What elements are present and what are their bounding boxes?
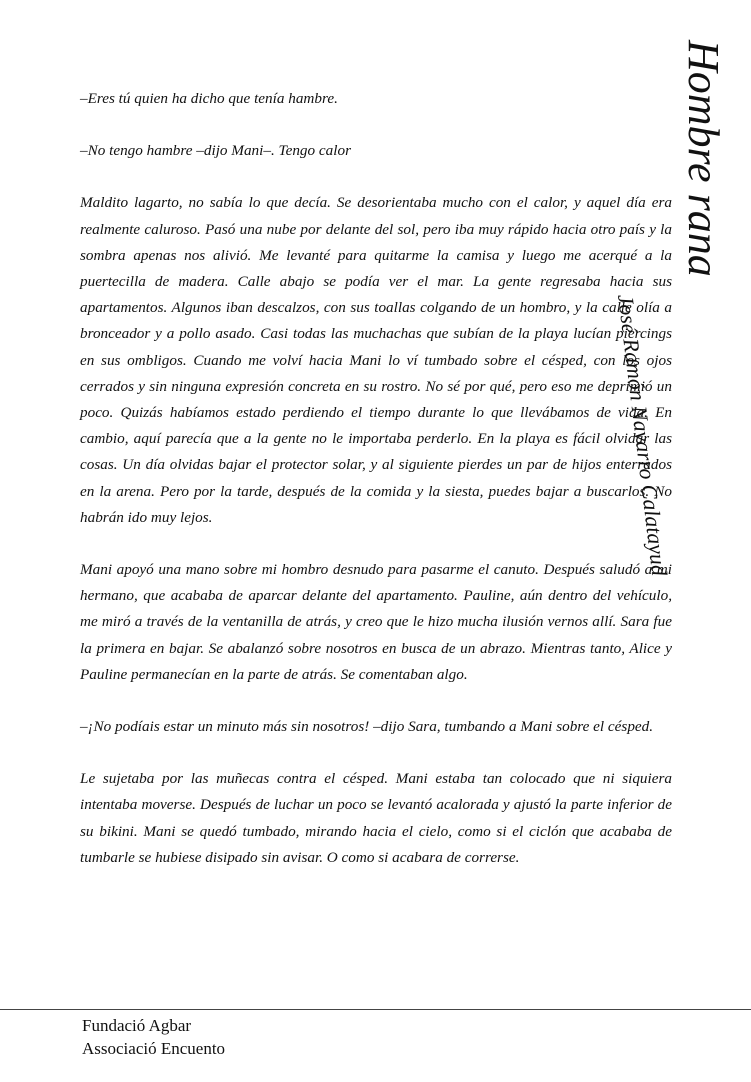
footer-divider bbox=[0, 1009, 751, 1010]
vertical-author: José Ramón Navarro Calatayud bbox=[612, 292, 673, 578]
footer-line-1: Fundació Agbar bbox=[82, 1016, 192, 1035]
paragraph-6: Le sujetaba por las muñecas contra el césped. Mani estaba tan colocado que ni siquiera intentaba moverse. Después de luchar un poco se levantó acalorada y ajustó la parte inferior de su bikini. Mani se quedó tumbado, mirando hacia el cielo, como si el ciclón que acababa de tumbarle se hubiese disipado sin avisar. O como si acabara de correrse. bbox=[80, 770, 672, 866]
story-text bbox=[80, 86, 672, 897]
paragraph-3: Maldito lagarto, no sabía lo que decía. Se desorientaba mucho con el calor, y aquel día era realmente caluroso. Pasó una nube por delante del sol, pero iba muy rápido hacia otro país y la sombra apenas nos alivió. Me levanté para quitarme la camisa y luego me acerqué a la puertecilla de madera. Calle abajo se podía ver el mar. La gente regresaba hacia sus apartamentos. Algunos iban descalzos, con sus toallas colgando de un hombro, y la calle olía a bronceador y a pollo asado. Casi todas las muchachas que subían de la playa lucían piercings en sus ombligos. Cuando me volví hacia Mani lo ví tumbado sobre el césped, con los ojos cerrados y sin ninguna expresión concreta en su rostro. No sé por qué, pero eso me deprimió un poco. Quizás habíamos estado perdiendo el tiempo durante lo que llevábamos de vida. En cambio, aquí parecía que a la gente no le importaba perderlo. En la playa es fácil olvidar las cosas. Un día olvidas bajar el protector solar, y al siguiente pierdes un par de hijos enterrados en la arena. Pero por la tarde, después de la comida y la siesta, puedes bajar a buscarlos. No habrán ido muy lejos. bbox=[80, 194, 672, 526]
footer-line-2: Associació Encuento bbox=[82, 1039, 226, 1058]
title-text: Hombre rana bbox=[679, 40, 728, 277]
paragraph-2: –No tengo hambre –dijo Mani–. Tengo calor bbox=[80, 142, 351, 160]
vertical-title bbox=[679, 40, 728, 277]
footer bbox=[82, 1014, 225, 1060]
paragraph-4: Mani apoyó una mano sobre mi hombro desnudo para pasarme el canuto. Después saludó a mi hermano, que acababa de aparcar delante del apartamento. Pauline, aún dentro del vehículo, me miró a través de la ventanilla de atrás, y creo que le hizo mucha ilusión vernos allí. Sara fue la primera en bajar. Se abalanzó sobre nosotros en busca de un abrazo. Mientras tanto, Alice y Pauline permanecían en la parte de atrás. Se comentaban algo. bbox=[80, 561, 672, 683]
paragraph-1: –Eres tú quien ha dicho que tenía hambre. bbox=[80, 90, 338, 107]
paragraph-5: –¡No podíais estar un minuto más sin nosotros! –dijo Sara, tumbando a Mani sobre el césped. bbox=[80, 718, 654, 736]
